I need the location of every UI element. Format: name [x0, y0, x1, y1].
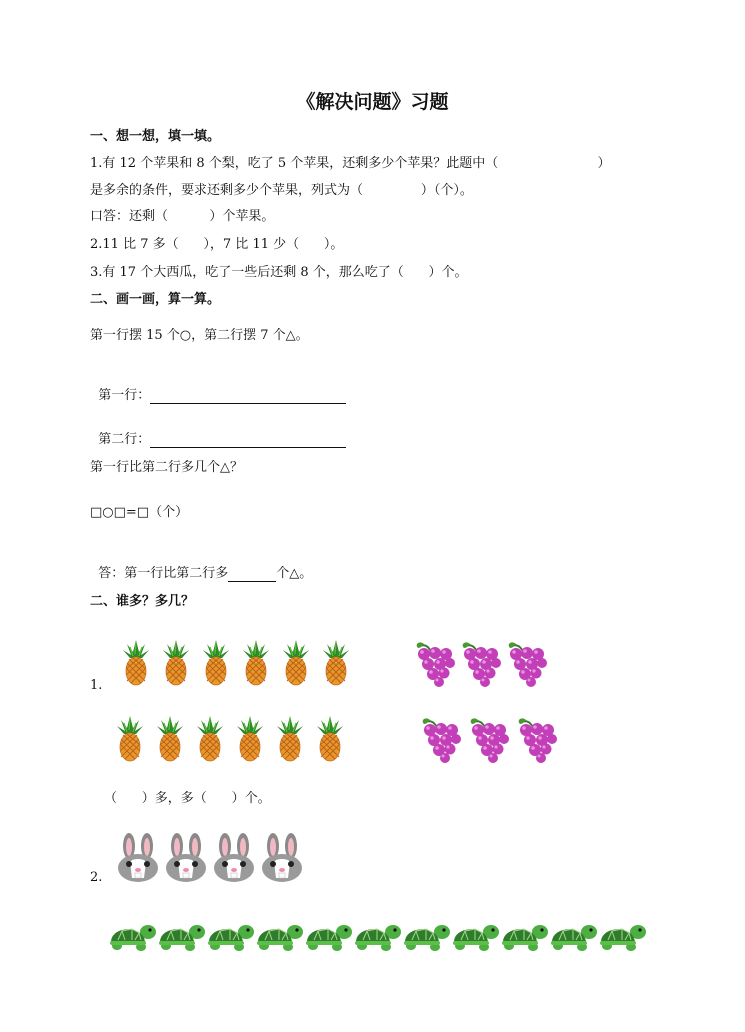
- grapes-icon: [412, 640, 456, 688]
- section2-heading: 二、画一画，算一算。: [90, 292, 221, 307]
- grapes-icon: [514, 716, 558, 764]
- grapes-row-2: [418, 716, 558, 764]
- question-3: 3.有 17 个大西瓜，吃了一些后还剩 8 个，那么吃了（ ）个。: [90, 265, 468, 280]
- section1-heading: 一、想一想，填一填。: [90, 129, 221, 144]
- pineapple-icon: [156, 638, 196, 686]
- turtle-icon: [500, 916, 549, 954]
- answer-blank[interactable]: [228, 569, 276, 582]
- pineapple-icon: [276, 638, 316, 686]
- section2-intro: 第一行摆 15 个○，第二行摆 7 个△。: [90, 328, 309, 343]
- question-2: 2.11 比 7 多（ ），7 比 11 少（ ）。: [90, 237, 344, 252]
- answer-suffix: 个△。: [276, 566, 313, 581]
- pineapple-icon: [230, 714, 270, 762]
- question-1-line2: 是多余的条件，要求还剩多少个苹果，列式为（ ）（个）。: [90, 183, 473, 198]
- pineapple-icon: [316, 638, 356, 686]
- turtle-icon: [255, 916, 304, 954]
- item-1-label: 1.: [90, 678, 103, 693]
- pineapple-icon: [110, 714, 150, 762]
- item-1-fill: （ ）多，多（ ）个。: [104, 791, 271, 806]
- rabbit-icon: [162, 832, 210, 884]
- grapes-icon: [466, 716, 510, 764]
- pineapple-icon: [190, 714, 230, 762]
- section3-heading: 二、谁多？多几？: [90, 594, 195, 609]
- item-2-label: 2.: [90, 870, 103, 885]
- pineapple-icon: [236, 638, 276, 686]
- row1-blank[interactable]: [150, 391, 346, 404]
- turtle-icon: [304, 916, 353, 954]
- row2-answer-line: [90, 416, 346, 448]
- grapes-row-1: [412, 640, 548, 688]
- row1-answer-line: [90, 372, 346, 404]
- rabbit-icon: [258, 832, 306, 884]
- pineapple-icon: [310, 714, 350, 762]
- pineapple-icon: [150, 714, 190, 762]
- pineapple-icon: [116, 638, 156, 686]
- turtle-icon: [157, 916, 206, 954]
- grapes-icon: [504, 640, 548, 688]
- turtle-icon: [353, 916, 402, 954]
- turtle-icon: [108, 916, 157, 954]
- grapes-icon: [458, 640, 502, 688]
- section2-question: 第一行比第二行多几个△？: [90, 460, 243, 475]
- turtle-row: [108, 916, 647, 954]
- turtle-icon: [402, 916, 451, 954]
- page-title: 《解决问题》习题: [296, 91, 449, 113]
- rabbit-row: [114, 832, 306, 884]
- question-1-line3: 口答：还剩（ ）个苹果。: [90, 209, 275, 224]
- rabbit-icon: [114, 832, 162, 884]
- section2-answer: [90, 550, 312, 582]
- turtle-icon: [598, 916, 647, 954]
- section2-formula: □○□=□（个）: [90, 505, 189, 520]
- rabbit-icon: [210, 832, 258, 884]
- turtle-icon: [549, 916, 598, 954]
- question-1-line1: 1.有 12 个苹果和 8 个梨，吃了 5 个苹果，还剩多少个苹果？此题中（ ）: [90, 156, 611, 171]
- row2-label: 第二行：: [98, 432, 151, 447]
- row2-blank[interactable]: [150, 435, 346, 448]
- pineapple-row-2: [110, 714, 350, 762]
- turtle-icon: [206, 916, 255, 954]
- grapes-icon: [418, 716, 462, 764]
- pineapple-icon: [270, 714, 310, 762]
- turtle-icon: [451, 916, 500, 954]
- answer-prefix: 答：第一行比第二行多: [98, 566, 229, 581]
- pineapple-icon: [196, 638, 236, 686]
- row1-label: 第一行：: [98, 388, 151, 403]
- pineapple-row-1: [116, 638, 356, 686]
